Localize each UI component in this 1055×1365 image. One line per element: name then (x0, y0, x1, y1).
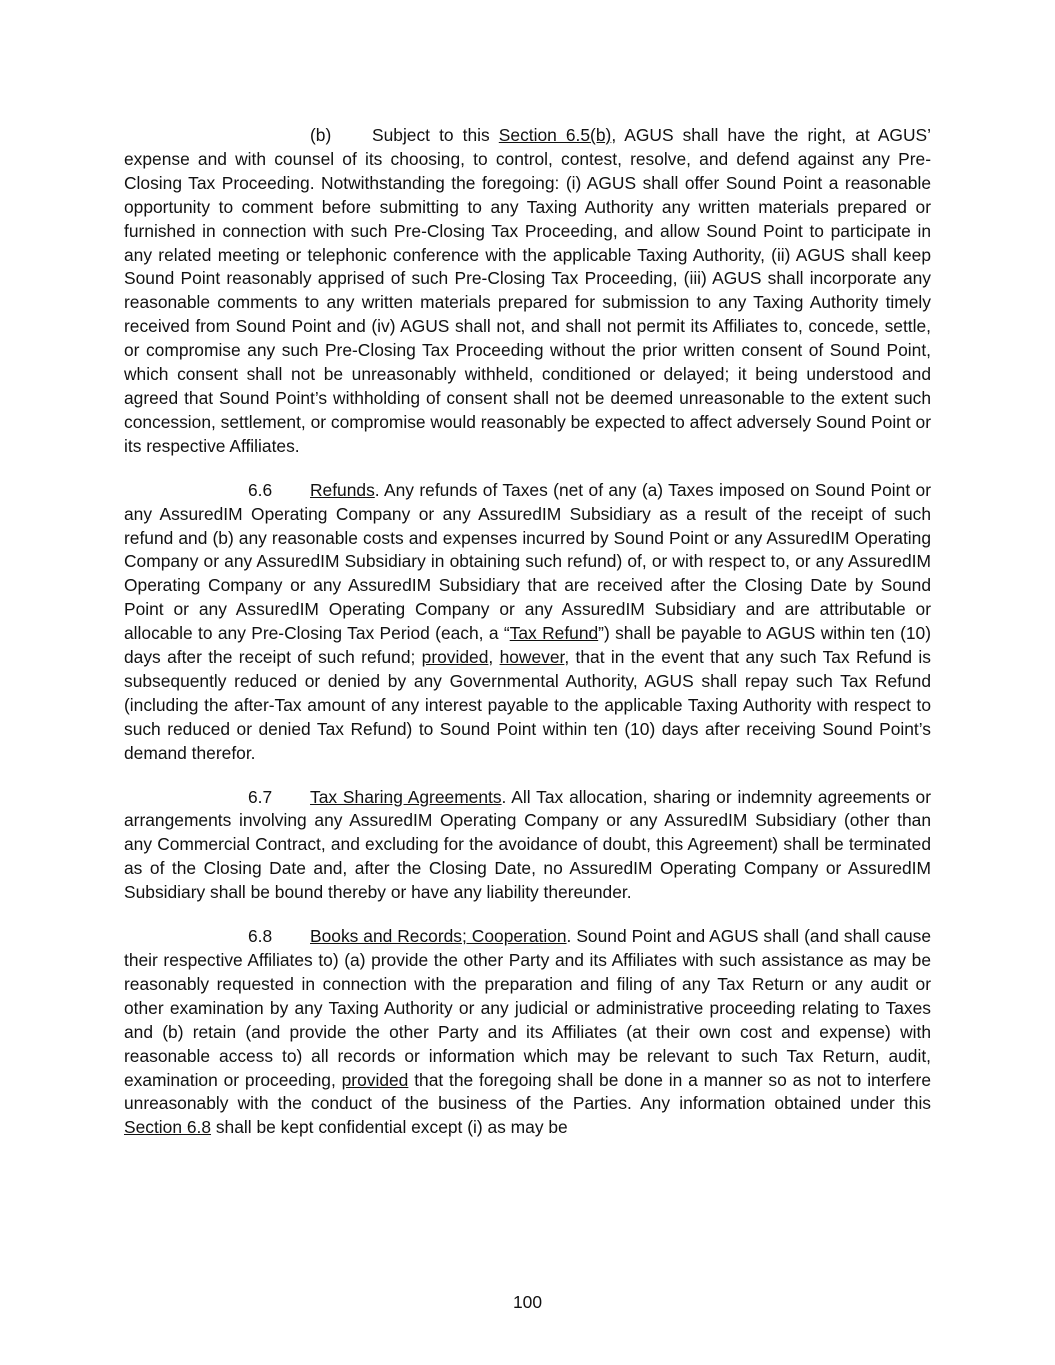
section-number: 6.7 (248, 786, 273, 807)
section-6-6: 6.6 Refunds. Any refunds of Taxes (net of any (a) Taxes imposed on Sound Point or any AssuredIM Operating Company or any AssuredIM Subsidiary as a result of the receipt of such refund and (b) any reasonable costs and expenses incurred by Sound Point or any AssuredIM Operating Company or any AssuredIM Subsidiary in obtaining such refund) of, or with respect to, or any AssuredIM Operating Company or any AssuredIM Subsidiary that are received after the Closing Date by Sound Point or any AssuredIM Operating Company or any AssuredIM Subsidiary and are attributable or allocable to any Pre-Closing Tax Period (each, a “Tax Refund”) shall be payable to AGUS within ten (10) days after the receipt of such refund; provided, however, that in the event that any such Tax Refund is subsequently reduced or denied by any Governmental Authority, AGUS shall repay such Tax Refund (including the after-Tax amount of any interest payable to the applicable Taxing Authority with respect to such reduced or denied Tax Refund) to Sound Point within ten (10) days after receiving Sound Point’s demand therefor. (124, 479, 931, 763)
section-reference: Section 6.8 (124, 1117, 212, 1138)
section-6-8: 6.8 Books and Records; Cooperation. Sound Point and AGUS shall (and shall cause their respective Affiliates to) (a) provide the other Party and its Affiliates with such assistance as may be reasonably requested in connection with the preparation and filing of any Tax Return or any audit or other examination by any Taxing Authority or any judicial or administrative proceeding relating to Taxes and (b) retain (and provide the other Party and its Affiliates (at their own cost and expense) with reasonable access to) all records or information which may be relevant to such Tax Return, audit, examination or proceeding, provided that the foregoing shall be done in a manner so as not to interfere unreasonably with the conduct of the business of the Parties. Any information obtained under this Section 6.8 shall be kept confidential except (i) as may be (124, 926, 931, 1138)
clause-label: (b) (310, 125, 332, 145)
section-6-7: 6.7 Tax Sharing Agreements. All Tax allocation, sharing or indemnity agreements or arrangements involving any AssuredIM Operating Company or any AssuredIM Subsidiary (other than any Commercial Contract, and excluding for the avoidance of doubt, this Agreement) shall be terminated as of the Closing Date and, after the Closing Date, no AssuredIM Operating Company or AssuredIM Subsidiary shall be bound thereby or have any liability thereunder. (124, 786, 931, 903)
paragraph-6-5-b: (b) Subject to this Section 6.5(b), AGUS shall have the right, at AGUS’ expense and with counsel of its choosing, to control, contest, resolve, and defend against any Pre-Closing Tax Proceeding. Notwithstanding the foregoing: (i) AGUS shall offer Sound Point a reasonable opportunity to comment before submitting to any Taxing Authority any written materials prepared or furnished in connection with such Pre-Closing Tax Proceeding, and allow Sound Point to participate in any related meeting or telephonic conference with the applicable Taxing Authority, (ii) AGUS shall keep Sound Point reasonably apprised of such Pre-Closing Tax Proceeding, (iii) AGUS shall incorporate any reasonable comments to any written materials prepared for submission to any Taxing Authority timely received from Sound Point and (iv) AGUS shall not, and shall not permit its Affiliates to, concede, settle, or compromise any such Pre-Closing Tax Proceeding without the prior written consent of Sound Point, which consent shall not be unreasonably withheld, conditioned or delayed; it being understood and agreed that Sound Point’s withholding of consent shall not be deemed unreasonable to the extent such concession, settlement, or compromise would reasonably be expected to affect adversely Sound Point or its respective Affiliates. (124, 125, 931, 456)
section-reference: Section 6.5(b) (498, 125, 612, 145)
section-title: Tax Sharing Agreements (310, 786, 502, 807)
document-body (124, 124, 931, 1140)
section-number: 6.6 (248, 479, 273, 500)
defined-term: Tax Refund (509, 623, 599, 644)
section-title: Refunds (310, 479, 375, 500)
section-title: Books and Records; Cooperation (310, 926, 567, 947)
section-number: 6.8 (248, 926, 273, 947)
page-number: 100 (512, 1292, 542, 1312)
